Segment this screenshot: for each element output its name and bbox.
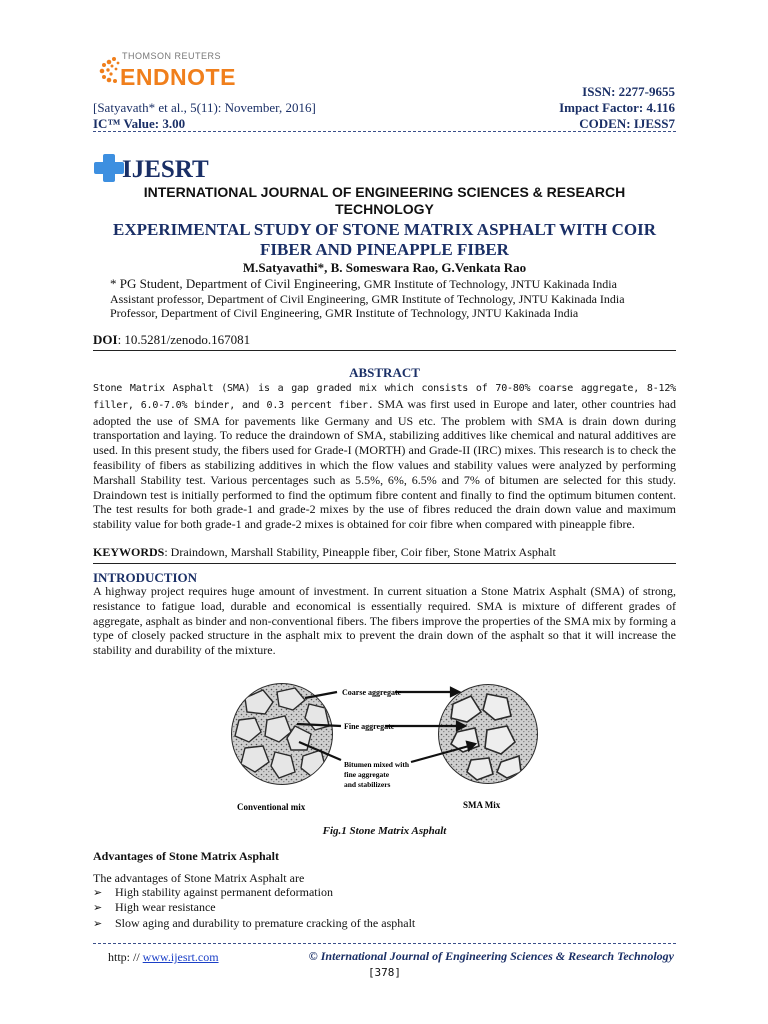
sma-figure (225, 668, 545, 816)
issn: ISSN: 2277-9655 (582, 84, 675, 99)
ic-value: IC™ Value: 3.00 (93, 116, 186, 131)
label-bitumen-line-2: fine aggregate (344, 770, 390, 779)
label-coarse-aggregate: Coarse aggregate (342, 688, 402, 697)
keywords: KEYWORDS: Draindown, Marshall Stability, Pineapple fiber, Coir fiber, Stone Matrix Asphalt (93, 545, 556, 559)
label-conventional-mix: Conventional mix (237, 802, 306, 812)
footer-divider (93, 943, 676, 944)
arrow-bullet-icon: ➢ (93, 916, 103, 930)
doi: DOI: 10.5281/zenodo.167081 (93, 332, 251, 347)
list-item: ➢ Slow aging and durability to premature cracking of the asphalt (93, 915, 416, 930)
journal-name: INTERNATIONAL JOURNAL OF ENGINEERING SCIENCES & RESEARCH TECHNOLOGY (143, 184, 626, 217)
affiliation: * PG Student, Department of Civil Engineering, GMR Institute of Technology, JNTU Kakinada India (110, 276, 617, 291)
footer-url: http: // www.ijesrt.com (108, 950, 219, 964)
arrow-bullet-icon: ➢ (93, 886, 103, 899)
label-sma-mix: SMA Mix (463, 800, 501, 810)
endnote-orange-dots-icon (100, 57, 120, 83)
journal-website-link[interactable]: www.ijesrt.com (142, 950, 219, 964)
advantages-heading: Advantages of Stone Matrix Asphalt (93, 849, 280, 863)
label-fine-aggregate: Fine aggregate (344, 722, 395, 731)
coden: CODEN: IJESS7 (579, 116, 675, 131)
introduction-text: A highway project requires huge amount of investment. In current situation a Stone Matrix Asphalt (SMA) of strong, resistance to fatigue load, durable and economical is essentially required. SMA is mixture of different grades of aggregate, asphalt as binder and non-conventional fibers. The fibers improve the properties of the SMA mix by forming a type of closely packed structure in the asphalt mix to prevent the drain down of the asphalt so that it will increase the stability and durability of the mixture. (93, 584, 676, 658)
abstract-text: Stone Matrix Asphalt (SMA) is a gap graded mix which consists of 70-80% coarse aggregate, 8-12% filler, 6.0-7.0% binder, and 0.3 percent fiber. SMA was first used in Europe and later, other countries had adopted the use of SMA for pavements like Germany and US etc. The problem with SMA is drain down during transportation and laying. To reduce the draindown of SMA, stabilizing additives like chemical and natural additives are used. In this present study, the fibers used for Grade-I (MORTH) and Grade-II (IRC) mixes. This research is to check the feasibility of fibers as stabilizing additives in which the flow values and stability values were analyzed by performing Marshall Stability test. Various percentages such as 5.5%, 6%, 6.5% and 7% of bitumen are selected for this study. Draindown test is initially performed to find the optimum fibre content and finally to find the optimum bitumen content. The test results for both grade-1 and grade-2 mixes by the use of fibres reduced the drain down value and maximum stability value for both grade-1 and grade-2 mixes is obtained for coir fibre when compared with pineapple fibre. (93, 383, 676, 532)
label-bitumen-line-3: and stabilizers (344, 780, 391, 789)
ijesrt-cross-icon (92, 152, 126, 184)
keywords-divider (93, 563, 676, 564)
paper-title: EXPERIMENTAL STUDY OF STONE MATRIX ASPHALT WITH COIR FIBER AND PINEAPPLE FIBER (112, 220, 656, 259)
header-divider (93, 131, 676, 132)
label-bitumen-line-1: Bitumen mixed with (344, 760, 410, 769)
impact-factor: Impact Factor: 4.116 (559, 100, 675, 115)
logo-name: ENDNOTE (120, 64, 236, 90)
journal-brand: IJESRT (122, 156, 209, 183)
doi-divider (93, 350, 676, 351)
logo-subtitle: THOMSON REUTERS (122, 51, 222, 61)
figure-caption: Fig.1 Stone Matrix Asphalt (322, 825, 447, 837)
introduction-heading: INTRODUCTION (93, 570, 198, 585)
citation: [Satyavath* et al., 5(11): November, 2016] (93, 100, 316, 115)
affiliation: Assistant professor, Department of Civil Engineering, GMR Institute of Technology, JNTU Kakinada India (110, 292, 625, 306)
arrow-bullet-icon: ➢ (93, 901, 103, 915)
paper-authors: M.Satyavathi*, B. Someswara Rao, G.Venkata Rao (242, 260, 527, 275)
affiliation: Professor, Department of Civil Engineering, GMR Institute of Technology, JNTU Kakinada India (110, 306, 579, 320)
footer-copyright: © International Journal of Engineering Sciences & Research Technology (308, 949, 674, 963)
conventional-mix-illustration (225, 678, 345, 793)
advantages-intro: The advantages of Stone Matrix Asphalt are (93, 871, 305, 885)
list-item: ➢ High wear resistance (93, 900, 216, 915)
abstract-heading: ABSTRACT (349, 365, 420, 380)
advantages-list (93, 885, 415, 931)
page-number: [378] (367, 966, 402, 979)
list-item: ➢ High stability against permanent deformation (93, 885, 333, 899)
